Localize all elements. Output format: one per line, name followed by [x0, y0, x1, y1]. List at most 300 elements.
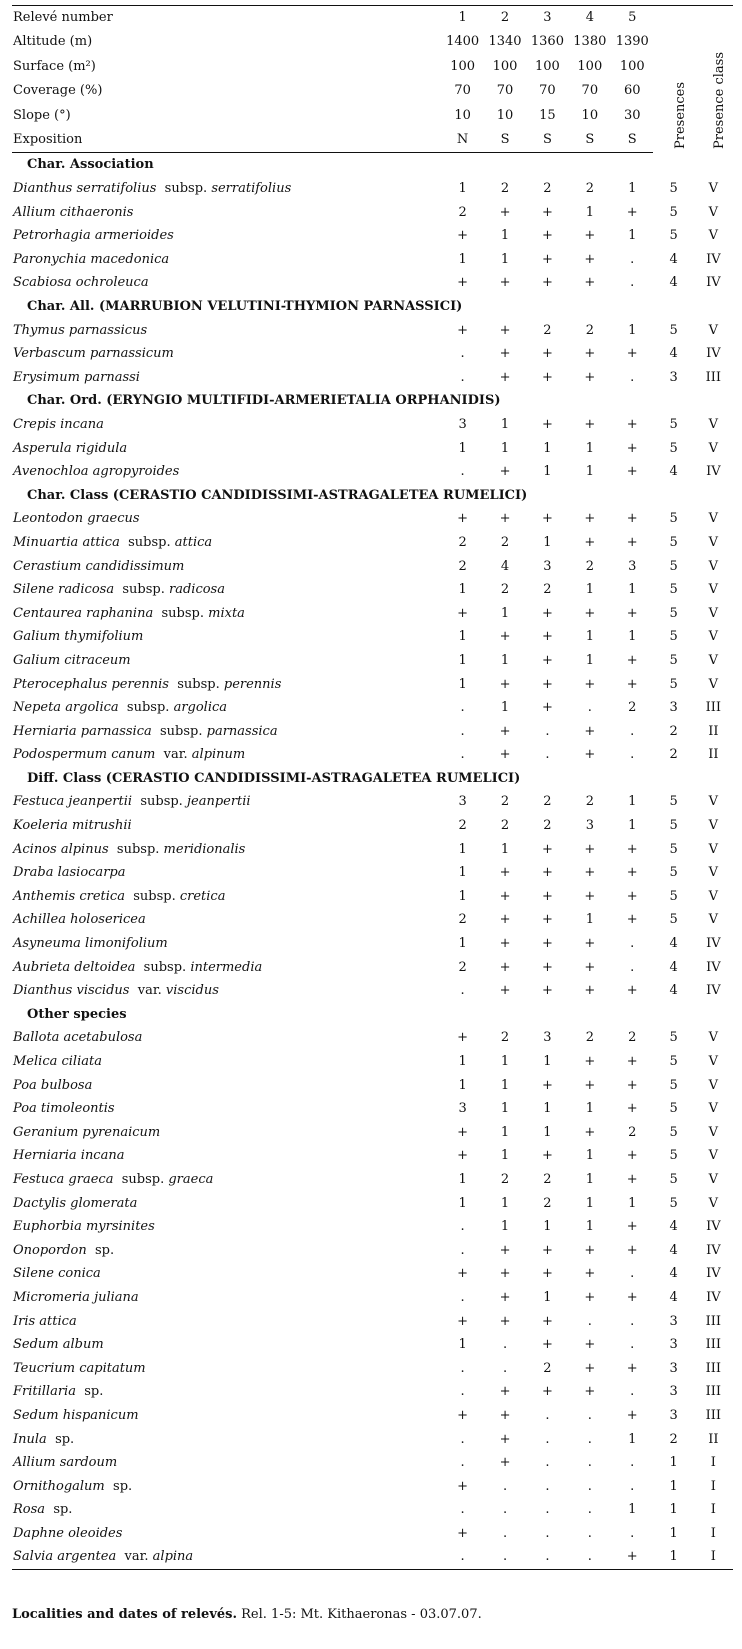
presences-value: 5 [669, 794, 678, 810]
cover-value: . [630, 1455, 635, 1471]
cover-value: + [541, 936, 553, 952]
species-name-cell [12, 861, 441, 885]
cover-value: 1 [500, 1077, 510, 1093]
cover-value: . [545, 1407, 550, 1423]
species-name-cell [12, 673, 441, 697]
infra-name: attica [174, 534, 213, 550]
header-value: 100 [492, 58, 518, 74]
species-row [12, 720, 733, 744]
species-name-cell [12, 743, 441, 767]
species-name: Sedum hispanicum [13, 1407, 139, 1423]
species-name: Nepeta argolica [13, 700, 119, 716]
species-row [12, 1333, 733, 1357]
cover-value: + [584, 251, 596, 267]
species-name-cell [12, 885, 441, 909]
species-name-cell [12, 696, 441, 720]
cover-value: . [630, 747, 635, 763]
presences-value: 5 [669, 1195, 678, 1211]
species-name-cell [12, 1144, 441, 1168]
cover-value: + [499, 723, 511, 739]
infra-name: intermedia [190, 959, 263, 975]
infra-rank: subsp. [126, 700, 170, 716]
cover-value: + [584, 865, 596, 881]
presences-value: 3 [669, 1407, 678, 1423]
cover-value: 3 [458, 794, 467, 810]
presences-value: 5 [669, 652, 678, 668]
cover-value: 1 [628, 1431, 637, 1447]
cover-value: + [457, 1407, 469, 1423]
footnote-text: Rel. 1-5: Mt. Kithaeronas - 03.07.07. [241, 1607, 482, 1622]
cover-value: . [460, 346, 465, 362]
cover-value: 1 [500, 700, 510, 716]
cover-value: 1 [585, 1171, 594, 1187]
cover-value: . [630, 723, 635, 739]
cover-value: + [499, 1431, 511, 1447]
cover-value: + [499, 322, 511, 338]
presence-class-value: IV [706, 464, 721, 480]
section-title: Char. Ord. (ERYNGIO MULTIFIDI-ARMERIETALIA ORPHANIDIS) [27, 393, 501, 409]
species-name: Poa bulbosa [13, 1077, 93, 1093]
cover-value: 1 [458, 888, 467, 904]
cover-value: . [460, 1289, 465, 1305]
species-row [12, 1428, 733, 1452]
presences-value: 3 [669, 369, 678, 385]
cover-value: . [587, 1313, 592, 1329]
header-value: 70 [581, 83, 599, 99]
cover-value: + [584, 983, 596, 999]
header-value: S [611, 128, 653, 153]
species-row [12, 1192, 733, 1216]
header-value: 10 [454, 107, 471, 123]
infra-name: perennis [223, 676, 282, 692]
presence-class-value: III [705, 1384, 722, 1400]
cover-value: . [587, 1525, 592, 1541]
cover-value: 4 [500, 558, 510, 574]
species-name: Dactylis glomerata [13, 1195, 138, 1211]
cover-value: + [626, 1101, 638, 1117]
species-name: Teucrium capitatum [13, 1360, 146, 1376]
infra-rank: var. [124, 1549, 149, 1565]
cover-value: + [541, 983, 553, 999]
header-value: 100 [535, 58, 560, 74]
species-sp: sp. [84, 1384, 104, 1400]
species-row [12, 578, 733, 602]
cover-value: . [545, 747, 550, 763]
presences-value: 5 [669, 1054, 678, 1069]
header-row [12, 104, 733, 128]
cover-value: 2 [458, 534, 467, 550]
species-name-cell [12, 224, 441, 248]
cover-value: + [499, 865, 511, 881]
presences-value: 5 [669, 181, 678, 197]
cover-value: 1 [458, 1171, 467, 1187]
species-name-cell [12, 1026, 441, 1050]
presence-class-value: I [710, 1525, 716, 1541]
species-name: Scabiosa ochroleuca [13, 275, 149, 291]
presences-value: 4 [669, 1266, 678, 1282]
cover-value: + [541, 676, 553, 692]
species-row [12, 885, 733, 909]
cover-value: + [584, 747, 596, 763]
cover-value: + [541, 605, 553, 621]
species-row [12, 248, 733, 272]
cover-value: + [626, 1148, 638, 1164]
cover-value: . [502, 1525, 508, 1541]
cover-value: + [499, 1455, 511, 1471]
cover-value: . [460, 983, 465, 999]
presence-class-header [694, 6, 733, 153]
cover-value: 1 [628, 322, 637, 338]
cover-value: + [499, 1242, 511, 1258]
cover-value: 1 [458, 652, 467, 668]
presences-value: 1 [669, 1478, 678, 1494]
cover-value: 2 [543, 1195, 552, 1211]
footnote-heading: Localities and dates of relevés. [12, 1607, 237, 1622]
cover-value: + [457, 275, 469, 291]
cover-value: + [541, 888, 553, 904]
species-name-cell [12, 531, 441, 555]
species-name-cell [12, 956, 441, 980]
cover-value: + [457, 605, 469, 621]
species-name: Micromeria juliana [13, 1289, 139, 1305]
presences-value: 5 [669, 605, 678, 621]
species-row [12, 649, 733, 673]
presence-class-value: I [710, 1455, 716, 1471]
species-name: Acinos alpinus [13, 841, 109, 857]
species-row [12, 1215, 733, 1239]
cover-value: 1 [585, 204, 594, 220]
infra-rank: subsp. [128, 534, 171, 550]
cover-value: + [541, 346, 553, 362]
cover-value: 2 [585, 1030, 594, 1046]
species-name-cell [12, 271, 441, 295]
species-row [12, 1262, 733, 1286]
cover-value: . [630, 1337, 635, 1353]
cover-value: + [499, 747, 511, 763]
cover-value: + [626, 464, 638, 480]
species-name-cell [12, 507, 441, 531]
section-title: Diff. Class (CERASTIO CANDIDISSIMI-ASTRAGALETEA RUMELICI) [27, 770, 521, 786]
cover-value: 1 [500, 251, 510, 267]
cover-value: . [630, 1384, 635, 1400]
cover-value: 1 [500, 1124, 510, 1140]
releve-table [12, 5, 733, 1570]
presence-class-value: V [708, 534, 719, 550]
presences-value: 5 [669, 1148, 678, 1164]
presence-class-value: I [694, 1545, 733, 1569]
infra-rank: subsp. [177, 676, 220, 692]
species-row [12, 1498, 733, 1522]
section-title: Other species [27, 1006, 127, 1022]
table-body [12, 6, 733, 1570]
cover-value: + [584, 1124, 596, 1140]
species-name-cell [12, 1428, 441, 1452]
cover-value: 3 [543, 558, 552, 574]
cover-value: . [545, 723, 550, 739]
cover-value: 2 [628, 700, 637, 716]
species-name: Crepis incana [13, 416, 104, 432]
header-value: 15 [539, 107, 556, 123]
cover-value: + [457, 1478, 469, 1494]
species-name-cell [12, 1451, 441, 1475]
cover-value: . [587, 1455, 592, 1471]
cover-value: 2 [500, 794, 510, 810]
species-name-cell [12, 342, 441, 366]
cover-value: 1 [458, 841, 467, 857]
cover-value: 2 [500, 818, 510, 834]
species-name-cell [12, 1286, 441, 1310]
species-name-cell [12, 625, 441, 649]
species-row [12, 861, 733, 885]
species-name: Herniaria incana [13, 1148, 125, 1164]
species-name-cell [12, 932, 441, 956]
species-row [12, 1404, 733, 1428]
cover-value: 1 [500, 416, 510, 432]
species-name-cell [12, 1545, 441, 1569]
species-name: Silene conica [13, 1266, 101, 1282]
header-label: Altitude (m) [13, 34, 93, 50]
species-sp: sp. [113, 1478, 133, 1494]
cover-value: + [541, 652, 553, 668]
cover-value: 3 [585, 818, 594, 834]
presences-value: 5 [669, 865, 678, 881]
cover-value: . [484, 1545, 526, 1569]
cover-value: 1 [543, 1289, 552, 1305]
cover-value: + [584, 1054, 596, 1069]
cover-value: 1 [458, 865, 467, 881]
species-name: Melica ciliata [13, 1054, 102, 1069]
cover-value: . [526, 1545, 568, 1569]
header-value: 1340 [488, 34, 522, 50]
cover-value: 2 [628, 1124, 637, 1140]
cover-value: 1 [500, 1101, 510, 1117]
cover-value: 1 [458, 1195, 467, 1211]
cover-value: + [499, 629, 511, 645]
table-footnote [12, 1607, 482, 1622]
header-row [12, 55, 733, 79]
species-row [12, 1239, 733, 1263]
species-row [12, 908, 733, 932]
species-name-cell [12, 1050, 441, 1074]
species-name: Sedum album [13, 1337, 104, 1353]
presence-class-value: V [708, 204, 719, 220]
species-row [12, 413, 733, 437]
cover-value: . [441, 1545, 483, 1569]
cover-value: 1 [458, 936, 467, 952]
cover-value: + [584, 1337, 596, 1353]
infra-name: alpina [152, 1549, 194, 1565]
cover-value: + [457, 1148, 469, 1164]
cover-value: + [457, 1124, 469, 1140]
cover-value: + [499, 204, 511, 220]
presence-class-value: III [705, 1407, 722, 1423]
presences-value: 5 [669, 416, 678, 432]
species-name: Rosa [13, 1502, 46, 1518]
header-value: 1360 [530, 34, 564, 50]
species-row [12, 1121, 733, 1145]
section-title: Char. Association [27, 157, 154, 173]
cover-value: + [626, 1360, 638, 1376]
section-header [12, 1003, 733, 1027]
cover-value: . [460, 1455, 465, 1471]
cover-value: 3 [458, 416, 467, 432]
species-name: Allium cithaeronis [13, 204, 134, 220]
presence-class-value: IV [706, 275, 721, 291]
cover-value: + [626, 605, 638, 621]
cover-value: + [541, 416, 553, 432]
cover-value: + [626, 983, 638, 999]
species-name-cell [12, 1168, 441, 1192]
species-row [12, 1144, 733, 1168]
species-name: Pterocephalus perennis [13, 676, 169, 692]
species-row [12, 437, 733, 461]
species-name-cell [12, 649, 441, 673]
section-header [12, 484, 733, 508]
presences-value: 4 [669, 346, 678, 362]
species-row [12, 1545, 733, 1569]
presences-value: 1 [669, 1525, 678, 1541]
species-name: Draba lasiocarpa [13, 865, 126, 881]
presences-value: 5 [669, 888, 678, 904]
cover-value: . [630, 275, 635, 291]
cover-value: 1 [585, 1148, 594, 1164]
presence-class-value: V [708, 1054, 719, 1069]
cover-value: + [541, 841, 553, 857]
cover-value: 1 [500, 440, 510, 456]
species-name: Herniaria parnassica [13, 723, 152, 739]
presences-value: 1 [653, 1545, 693, 1569]
species-name: Leontodon graecus [13, 511, 140, 527]
presences-header [653, 6, 693, 153]
infra-rank: subsp. [121, 1171, 165, 1187]
cover-value: 1 [500, 1219, 510, 1235]
species-name-cell [12, 555, 441, 579]
presence-class-value: V [708, 511, 719, 527]
cover-value: + [626, 1242, 638, 1258]
cover-value: + [541, 1384, 553, 1400]
cover-value: . [587, 1478, 592, 1494]
header-row [12, 30, 733, 54]
infra-name: serratifolius [211, 181, 292, 197]
header-value: S [526, 128, 568, 153]
cover-value: + [541, 275, 553, 291]
species-row [12, 602, 733, 626]
species-name: Dianthus serratifolius [13, 181, 157, 197]
cover-value: + [584, 1077, 596, 1093]
species-row [12, 743, 733, 767]
presences-value: 5 [669, 1030, 678, 1046]
cover-value: + [584, 346, 596, 362]
species-name-cell [12, 1333, 441, 1357]
species-name-cell [12, 602, 441, 626]
cover-value: . [460, 1431, 465, 1447]
cover-value: + [584, 1360, 596, 1376]
presence-class-value: IV [706, 1219, 721, 1235]
species-name: Podospermum canum [13, 747, 156, 763]
presences-value: 5 [669, 676, 678, 692]
cover-value: . [587, 1502, 592, 1518]
species-row [12, 201, 733, 225]
infra-name: jeanpertii [186, 794, 251, 810]
cover-value: + [626, 1077, 638, 1093]
species-row [12, 1475, 733, 1499]
presence-class-value: IV [706, 346, 721, 362]
presence-class-value: V [708, 1030, 719, 1046]
header-value: 1380 [573, 34, 607, 50]
cover-value: 1 [585, 1219, 594, 1235]
presences-value: 5 [669, 1171, 678, 1187]
species-name: Salvia argentea [13, 1549, 117, 1565]
cover-value: 1 [458, 1077, 467, 1093]
cover-value: . [545, 1455, 550, 1471]
infra-rank: subsp. [160, 723, 203, 739]
cover-value: . [630, 251, 635, 267]
cover-value: + [457, 511, 469, 527]
cover-value: + [626, 888, 638, 904]
cover-value: + [499, 676, 511, 692]
header-value: 2 [484, 6, 526, 31]
cover-value: + [541, 1242, 553, 1258]
cover-value: 1 [500, 1195, 510, 1211]
species-name: Silene radicosa [13, 582, 115, 598]
cover-value: 2 [458, 959, 467, 975]
species-name-cell [12, 720, 441, 744]
cover-value: 1 [500, 1054, 510, 1069]
presence-class-value: II [708, 747, 719, 763]
presence-class-value: V [708, 676, 719, 692]
infra-name: alpinum [191, 747, 246, 763]
presence-class-value: V [708, 652, 719, 668]
presences-value: 5 [669, 322, 678, 338]
species-name: Festuca jeanpertii [13, 794, 133, 810]
species-row [12, 790, 733, 814]
species-name-cell [12, 790, 441, 814]
cover-value: . [630, 1478, 635, 1494]
presences-value: 5 [669, 1101, 678, 1117]
species-name-cell [12, 1380, 441, 1404]
cover-value: + [626, 841, 638, 857]
header-label: Exposition [12, 128, 441, 153]
presence-class-value: V [708, 1124, 719, 1140]
species-row [12, 1310, 733, 1334]
header-value: 10 [496, 107, 514, 123]
presence-class-value: IV [706, 1289, 721, 1305]
section-header [12, 767, 733, 791]
cover-value: . [545, 1431, 550, 1447]
species-name-cell [12, 437, 441, 461]
header-value: 1390 [615, 34, 649, 50]
header-label: Coverage (%) [13, 83, 103, 99]
presences-value: 3 [669, 1384, 678, 1400]
species-row [12, 932, 733, 956]
species-name: Petrorhagia armerioides [13, 228, 174, 244]
species-name-cell [12, 1522, 441, 1546]
cover-value: + [541, 1313, 553, 1329]
species-name-cell [12, 366, 441, 390]
cover-value: . [587, 700, 592, 716]
presence-class-value: V [708, 558, 719, 574]
header-value: 60 [623, 83, 641, 99]
header-value: 100 [619, 58, 645, 74]
cover-value: + [499, 912, 511, 928]
cover-value: + [626, 440, 638, 456]
cover-value: 3 [628, 558, 637, 574]
presence-class-value: III [705, 369, 722, 385]
presence-class-value: V [708, 1077, 719, 1093]
cover-value: 2 [585, 181, 594, 197]
cover-value: 1 [543, 1101, 552, 1117]
species-name: Centaurea raphanina [13, 605, 154, 621]
